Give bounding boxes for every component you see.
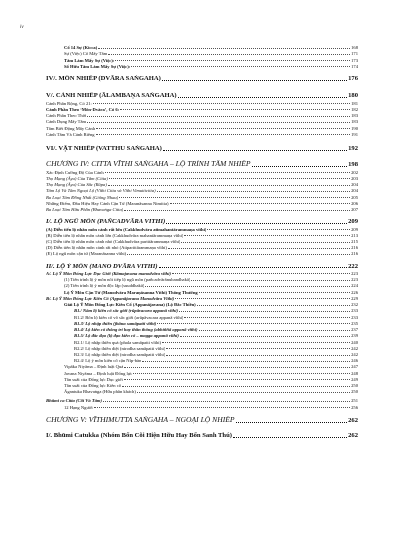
toc-entry-title: Cố 14 Sự (Kicca) <box>64 45 98 51</box>
toc-entry-page: 242 <box>351 345 358 351</box>
dot-leader <box>184 317 350 318</box>
toc-entry-page: 183 <box>351 119 358 125</box>
dot-leader <box>166 355 350 356</box>
toc-entry-page: 216 <box>351 251 358 257</box>
toc-entry[interactable] <box>46 371 358 376</box>
toc-entry[interactable] <box>46 207 358 212</box>
dot-leader <box>207 229 350 230</box>
toc-entry[interactable] <box>46 251 358 256</box>
dot-leader <box>162 342 350 343</box>
toc-entry[interactable] <box>46 195 358 200</box>
dot-leader <box>163 150 347 151</box>
dot-leader <box>142 361 350 362</box>
toc-entry-page: 203 <box>351 175 358 181</box>
toc-entry[interactable] <box>46 201 358 206</box>
toc-entry-page: 223 <box>351 277 358 283</box>
toc-entry-title: B1.3/ Lộ nhập thiền (jhāna samāpatti vīthi) <box>74 320 157 326</box>
dot-leader <box>162 80 347 81</box>
toc-entry-page: 246 <box>351 358 358 364</box>
toc-entry-title: Những Điểm, Đầu Hiệu Hay Cảnh Cận Tử (Maranāsanna Nimitta) <box>46 200 169 206</box>
toc-entry-page: 183 <box>351 113 358 119</box>
toc-entry-title: (D) Diễn tiến lộ nhãn môn cảnh rất nhỏ (Atiparittārammaṇa vīthi) <box>46 245 167 251</box>
toc-entry-title: B1./ Năm lộ kiên cố sắc giới (rūpāvacara appanā vīthi) <box>74 308 179 314</box>
toc-entry-title: B2.4/ Lộ ý môn kiên cố cận Níp-bàn <box>74 358 142 364</box>
dot-leader <box>252 166 348 167</box>
toc-entry-page: 209 <box>351 226 358 232</box>
page-number: iv <box>20 25 24 30</box>
toc-entry-title: (B) Diễn tiến lộ nhãn môn cảnh lớn (Cakkhudvāra mahantārammaṇa vīthi) <box>46 232 184 238</box>
toc-entry-title: Tâm Biết Động Mấy Cảnh <box>46 125 95 131</box>
toc-entry-title: B1.4/ Lộ kiên cố thông trí hay thần thông (abhiññā appanā vīthi) <box>74 327 198 333</box>
toc-entry-page: 237 <box>351 327 358 333</box>
toc-entry-title: B2.3/ Lộ nhập thiền diệt (nirodha samāpatti vīthi) <box>74 351 166 357</box>
dot-leader <box>181 242 350 243</box>
toc-entry[interactable] <box>46 277 358 282</box>
toc-entry-page: 247 <box>351 364 358 370</box>
toc-entry[interactable] <box>46 416 358 424</box>
toc-entry[interactable] <box>46 383 358 388</box>
toc-entry-title: (1) Tiến trình lộ ý môn nối tiếp lộ ngũ môn (pañcadvārānubandhakā) <box>64 277 191 283</box>
toc-entry-title: B/. Lộ Ý Môn Đổng Lực Kiên Cố (Appanājavana Manodvāra Vīthi) <box>46 295 175 301</box>
dot-leader <box>166 348 350 349</box>
toc-entry-title: I/. Bhūmi Catukka (Nhóm Bốn Cõi Hiện Hữu Hay Bốn Sanh Thú) <box>46 432 232 440</box>
toc-entry-title: (C) Diễn tiến lộ nhãn môn cảnh nhỏ (Cakkhudvāra parittārammaṇa vīthi) <box>46 238 181 244</box>
dot-leader <box>157 191 350 192</box>
toc-entry-title: Xác Định Cường Độ Của Cảnh <box>46 169 104 175</box>
toc-entry-title: Lộ Ý Môn Cận Tử (Manodvāra Maraṇāsanna Vīthi) Thông Thường <box>64 289 198 295</box>
toc-entry-title: Thọ Mạng (Āyu) Của Sắc (Rūpa) <box>46 182 107 188</box>
toc-entry[interactable] <box>46 263 358 270</box>
dot-leader <box>122 386 350 387</box>
toc-entry[interactable] <box>46 92 358 99</box>
toc-entry[interactable] <box>46 170 358 175</box>
toc-entry-page: 242 <box>351 351 358 357</box>
toc-entry-title: B1.2/ Bốn lộ kiên cố vô sắc giới (arūpāvacara appanā vīthi) <box>74 314 184 320</box>
toc-entry-page: 251 <box>351 398 358 404</box>
toc-entry-title: B2.1/ Lộ nhập thiền quả (phala samāpatti vīthi) <box>74 339 162 345</box>
toc-entry-title: Sự (Việc) Cố Mấy Tâm <box>64 51 108 57</box>
dot-leader <box>236 422 348 423</box>
toc-entry-page: 204 <box>351 182 358 188</box>
toc-entry-page: 232 <box>351 302 358 308</box>
toc-entry[interactable] <box>46 245 358 250</box>
toc-entry-title: A/. Lộ Ý Môn Đổng Lực Dục Giới (Kāmajavana manodvāra vīthi) <box>46 270 172 276</box>
toc-entry[interactable] <box>46 333 358 338</box>
toc-entry-title: Tần suất của Đổng lực Dục giới <box>64 376 123 382</box>
dot-leader <box>159 267 348 268</box>
toc-entry[interactable] <box>46 45 358 50</box>
dot-leader <box>93 103 350 104</box>
dot-leader <box>191 280 350 281</box>
toc-entry-title: (E) Lộ ngũ môn cận tử (Maranāsanna vīthi) <box>46 251 127 257</box>
toc-entry-title: II/. LỘ Ý MÔN (MANO DVĀRA VĪTHI) <box>46 262 158 270</box>
toc-entry[interactable] <box>46 227 358 232</box>
toc-entry-page: 171 <box>351 51 358 57</box>
toc-entry-page: 233 <box>351 314 358 320</box>
dot-leader <box>109 178 350 179</box>
toc-entry[interactable] <box>46 290 358 295</box>
toc-entry[interactable] <box>46 75 358 82</box>
dot-leader <box>133 373 350 374</box>
dot-leader <box>108 54 350 55</box>
toc-entry-title: Javana Niyāma – Định luật Đổng lực <box>64 370 133 376</box>
dot-leader <box>199 292 350 293</box>
toc-entry[interactable] <box>46 398 358 403</box>
toc-entry-title: Ba Loại Tâm Hữu Phần (Bhavaṅga Citta) <box>46 207 124 213</box>
toc-entry-page: 182 <box>351 106 358 112</box>
toc-entry-title: Giải Lộ Ý Môn Đổng Lực Kiên Cố (Appanājavana) (Lộ Đắc Thiền) <box>64 302 196 308</box>
toc-entry[interactable] <box>46 283 358 288</box>
toc-entry[interactable] <box>46 113 358 118</box>
dot-leader <box>199 330 351 331</box>
toc-entry[interactable] <box>46 160 358 168</box>
dot-leader <box>98 48 350 49</box>
dot-leader <box>157 323 350 324</box>
toc-entry-page: 222 <box>348 262 358 270</box>
dot-leader <box>124 379 350 380</box>
dot-leader <box>178 97 348 98</box>
toc-entry[interactable] <box>46 327 358 332</box>
table-of-contents <box>46 44 358 439</box>
dot-leader <box>172 273 350 274</box>
dot-leader <box>168 248 350 249</box>
toc-entry[interactable] <box>46 119 358 124</box>
toc-entry[interactable] <box>46 432 358 439</box>
dot-leader <box>137 392 350 393</box>
toc-entry[interactable] <box>46 296 358 301</box>
toc-entry-page: 250 <box>351 383 358 389</box>
dot-leader <box>87 122 350 123</box>
toc-entry-page: 233 <box>351 308 358 314</box>
toc-entry-page: 250 <box>351 389 358 395</box>
toc-entry[interactable] <box>46 315 358 320</box>
toc-entry-page: 223 <box>351 270 358 276</box>
toc-entry-title: B2.2/ Lộ nhập thiền diệt (nirodha samāpatti vīthi) <box>74 345 166 351</box>
toc-entry[interactable] <box>46 188 358 193</box>
toc-entry-title: Cảnh Phần Theo Thời <box>46 113 87 119</box>
toc-entry-title: Bhūmi ca Citta (Cõi Và Tâm) <box>46 398 103 404</box>
toc-entry[interactable] <box>46 302 358 307</box>
toc-entry-title: V/. CẢNH NHIẾP (ĀLAMBAṆA SAṄGAHA) <box>46 92 177 100</box>
toc-entry-page: 190 <box>351 125 358 131</box>
toc-entry-title: VI/. VẬT NHIẾP (VATTHU SAṄGAHA) <box>46 144 162 152</box>
toc-entry-page: 204 <box>351 188 358 194</box>
toc-entry[interactable] <box>46 239 358 244</box>
toc-entry[interactable] <box>46 176 358 181</box>
dot-leader <box>170 203 351 204</box>
toc-entry-title: Cảnh Phần Rộng, Có 21: <box>46 100 92 106</box>
toc-entry[interactable] <box>46 64 358 69</box>
dot-leader <box>197 305 350 306</box>
toc-entry-page: 191 <box>351 131 358 137</box>
toc-entry-title: 12 Hạng Người <box>64 404 93 410</box>
toc-entry-title: Tần suất của Đổng lực Kiên cố <box>64 383 122 389</box>
toc-entry-title: Vipāka Niyāma – Định luật Quả <box>64 364 124 370</box>
toc-entry-page: 262 <box>348 432 358 440</box>
toc-entry[interactable] <box>46 308 358 313</box>
toc-entry-title: Tâm Lộ Và Tâm Ngoại Lộ (Vīthi Citta và Vīthi Vimutticitta) <box>46 188 156 194</box>
toc-entry[interactable] <box>46 182 358 187</box>
dot-leader <box>175 298 350 299</box>
toc-entry[interactable] <box>46 58 358 63</box>
toc-entry-page: 229 <box>351 295 358 301</box>
toc-entry-title: Số Hữu Tâm Làm Mấy Sự (Việc): <box>64 63 131 69</box>
toc-entry-page: 207 <box>351 207 358 213</box>
toc-entry-page: 209 <box>348 218 358 226</box>
toc-entry[interactable] <box>46 377 358 382</box>
toc-entry-title: (2) Tiến trình lộ ý môn độc lập (suuddhakā) <box>64 283 145 289</box>
toc-entry-page: 262 <box>348 416 358 424</box>
toc-entry-page: 192 <box>348 144 358 152</box>
toc-entry[interactable] <box>46 340 358 345</box>
toc-entry[interactable] <box>46 405 358 410</box>
toc-entry-page: 206 <box>351 200 358 206</box>
toc-entry-title: IV/. MÔN NHIẾP (DVĀRA SAṄGAHA) <box>46 74 161 82</box>
toc-entry-title: Thọ Mạng (Āyu) Của Tâm (Citta) <box>46 175 108 181</box>
toc-entry-title: Cảnh Tâm Và Cảnh Riêng <box>46 131 95 137</box>
toc-entry-title: B1.5/ Lộ đắc đạo (lộ đạo kiên cố – magga appanā vīthi) <box>74 333 179 339</box>
toc-entry-page: 235 <box>351 320 358 326</box>
toc-entry-page: 224 <box>351 283 358 289</box>
dot-leader <box>233 437 347 438</box>
dot-leader <box>184 235 350 236</box>
toc-entry-page: 202 <box>351 169 358 175</box>
toc-entry[interactable] <box>46 101 358 106</box>
toc-entry-page: 239 <box>351 333 358 339</box>
toc-entry[interactable] <box>46 51 358 56</box>
dot-leader <box>124 210 350 211</box>
toc-entry-page: 249 <box>351 376 358 382</box>
toc-entry-title: Cảnh Dụng Mấy Tâm <box>46 119 87 125</box>
toc-entry-page: 168 <box>351 45 358 51</box>
dot-leader <box>127 254 350 255</box>
toc-entry-title: Tâm Làm Mấy Sự (Việc): <box>64 57 115 63</box>
dot-leader <box>180 336 350 337</box>
toc-entry[interactable] <box>46 321 358 326</box>
dot-leader <box>105 172 350 173</box>
toc-entry-title: (A) Diễn tiến lộ nhãn môn cảnh rất lớn (Cakkhudvāra atimahantārammaṇa vīthi) <box>46 226 207 232</box>
dot-leader <box>179 311 350 312</box>
dot-leader <box>119 197 350 198</box>
dot-leader <box>120 109 350 110</box>
toc-entry-page: 174 <box>351 63 358 69</box>
toc-entry-page: 213 <box>351 232 358 238</box>
toc-entry[interactable] <box>46 107 358 112</box>
dot-leader <box>103 401 350 402</box>
dot-leader <box>108 185 350 186</box>
dot-leader <box>131 66 350 67</box>
toc-entry-title: I/. LỘ NGŨ MÔN (PAÑCADVĀRA VĪTHI) <box>46 218 166 226</box>
toc-entry-page: 216 <box>351 245 358 251</box>
toc-entry-title: Āgantuka Bhavaṅga (Hữu phần khách) <box>64 389 136 395</box>
toc-entry-page: 226 <box>351 289 358 295</box>
dot-leader <box>87 116 350 117</box>
toc-entry-page: 215 <box>351 238 358 244</box>
dot-leader <box>124 367 350 368</box>
toc-entry[interactable] <box>46 233 358 238</box>
toc-entry[interactable] <box>46 126 358 131</box>
toc-entry-page: 205 <box>351 194 358 200</box>
dot-leader <box>166 223 347 224</box>
dot-leader <box>96 134 351 135</box>
toc-entry-title: CHƯƠNG IV: CITTA VĪTHI SAṄGAHA – LỘ TRÌNH TÂM NHIẾP <box>46 160 251 169</box>
toc-entry-page: 176 <box>348 74 358 82</box>
toc-entry[interactable] <box>46 145 358 152</box>
toc-entry[interactable] <box>46 364 358 369</box>
dot-leader <box>96 128 350 129</box>
toc-entry-page: 248 <box>351 370 358 376</box>
toc-entry[interactable] <box>46 352 358 357</box>
toc-entry-page: 256 <box>351 404 358 410</box>
toc-entry-title: Ba Loại Tâm Đồng Nhất (Giống Nhau) <box>46 194 119 200</box>
toc-entry-page: 198 <box>348 161 358 169</box>
toc-entry-page: 180 <box>348 92 358 100</box>
toc-entry[interactable] <box>46 346 358 351</box>
dot-leader <box>145 286 350 287</box>
toc-entry-title: Cảnh Phần Theo ‘Môn-Dvāra’, Có 6: <box>46 106 120 112</box>
toc-entry-title: CHƯƠNG V: VĪTHIMUTTA SAṄGAHA – NGOẠI LỘ NHIẾP <box>46 415 235 424</box>
dot-leader <box>115 60 350 61</box>
toc-entry[interactable] <box>46 218 358 225</box>
toc-entry[interactable] <box>46 132 358 137</box>
toc-entry[interactable] <box>46 358 358 363</box>
dot-leader <box>94 407 350 408</box>
toc-entry-page: 240 <box>351 339 358 345</box>
toc-entry-page: 173 <box>351 57 358 63</box>
toc-entry[interactable] <box>46 271 358 276</box>
toc-entry-page: 181 <box>351 100 358 106</box>
toc-entry[interactable] <box>46 389 358 394</box>
